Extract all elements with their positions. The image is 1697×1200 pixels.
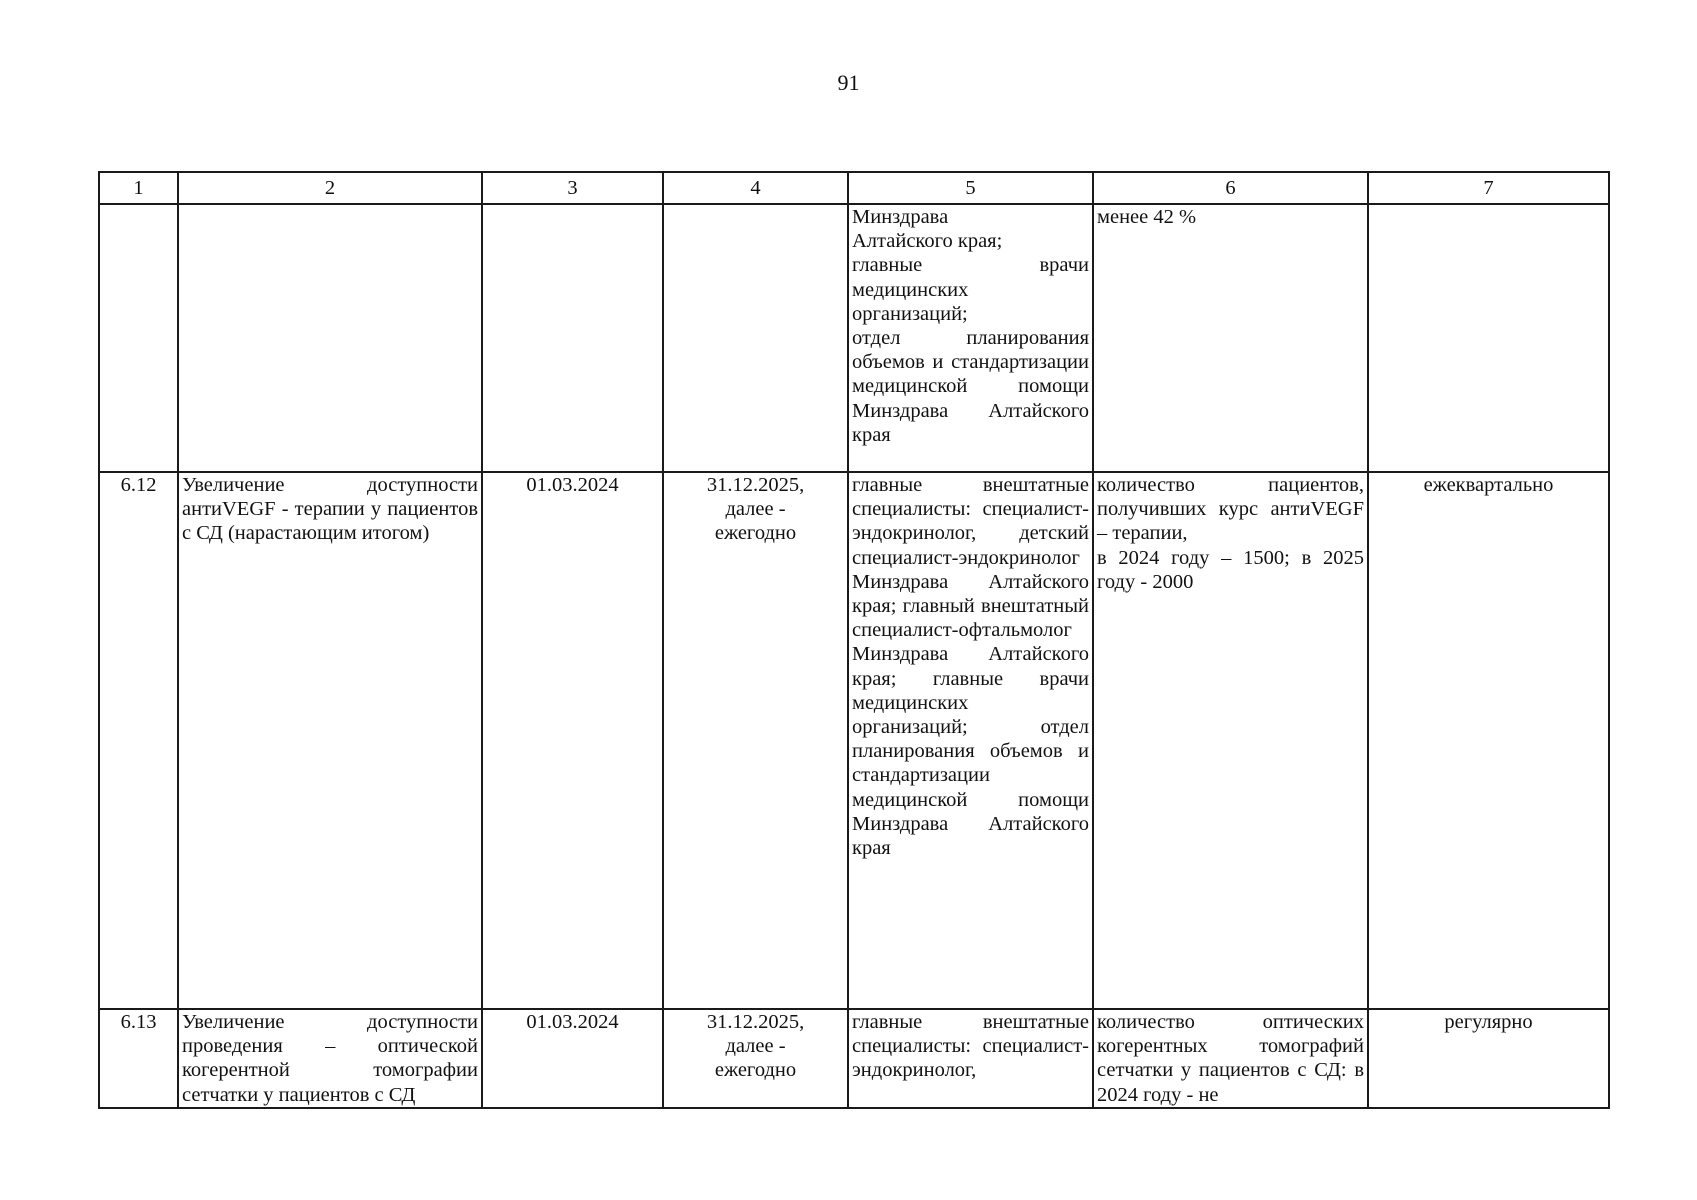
responsible-cell: главные внештатные специалисты: специалист-эндокринолог, детский специалист-эндокринолог Минздрава Алтайского края; главный внештатный специалист-офтальмолог Минздрава Алтайского края; главные врачи медицинских организаций; отдел планирования объемов и стандартизации медицинской помощи Минздрава Алтайского края xyxy=(848,472,1093,1009)
indicator-cell: количество пациентов, получивших курс антиVEGF – терапии, в 2024 году – 1500; в 2025 году - 2000 xyxy=(1093,472,1368,1009)
table-row xyxy=(99,204,1609,472)
table-header-row xyxy=(99,172,1609,204)
end-date-cell: 31.12.2025, далее - ежегодно xyxy=(663,472,848,1009)
frequency-cell xyxy=(1368,204,1609,472)
start-date-cell xyxy=(482,204,663,472)
start-date-cell: 01.03.2024 xyxy=(482,1009,663,1108)
row-number-cell xyxy=(99,204,178,472)
end-date-cell: 31.12.2025, далее - ежегодно xyxy=(663,1009,848,1108)
end-date-cell xyxy=(663,204,848,472)
measures-table xyxy=(98,171,1610,1109)
column-header: 1 xyxy=(99,172,178,204)
event-cell: Увеличение доступности проведения – оптической когерентной томографии сетчатки у пациентов с СД xyxy=(178,1009,482,1108)
frequency-cell: регулярно xyxy=(1368,1009,1609,1108)
start-date-cell: 01.03.2024 xyxy=(482,472,663,1009)
column-header: 5 xyxy=(848,172,1093,204)
row-number-cell: 6.13 xyxy=(99,1009,178,1108)
table-row xyxy=(99,1009,1609,1108)
column-header: 7 xyxy=(1368,172,1609,204)
responsible-cell: Минздрава Алтайского края; главные врачи медицинских организаций; отдел планирования объемов и стандартизации медицинской помощи Минздрава Алтайского края xyxy=(848,204,1093,472)
column-header: 2 xyxy=(178,172,482,204)
column-header: 3 xyxy=(482,172,663,204)
page-number: 91 xyxy=(837,70,860,95)
row-number-cell: 6.12 xyxy=(99,472,178,1009)
column-header: 6 xyxy=(1093,172,1368,204)
responsible-cell: главные внештатные специалисты: специалист-эндокринолог, xyxy=(848,1009,1093,1108)
table-row xyxy=(99,472,1609,1009)
indicator-cell: количество оптических когерентных томографий сетчатки у пациентов с СД: в 2024 году - не xyxy=(1093,1009,1368,1108)
event-cell: Увеличение доступности антиVEGF - терапии у пациентов с СД (нарастающим итогом) xyxy=(178,472,482,1009)
column-header: 4 xyxy=(663,172,848,204)
indicator-cell: менее 42 % xyxy=(1093,204,1368,472)
frequency-cell: ежеквартально xyxy=(1368,472,1609,1009)
event-cell xyxy=(178,204,482,472)
